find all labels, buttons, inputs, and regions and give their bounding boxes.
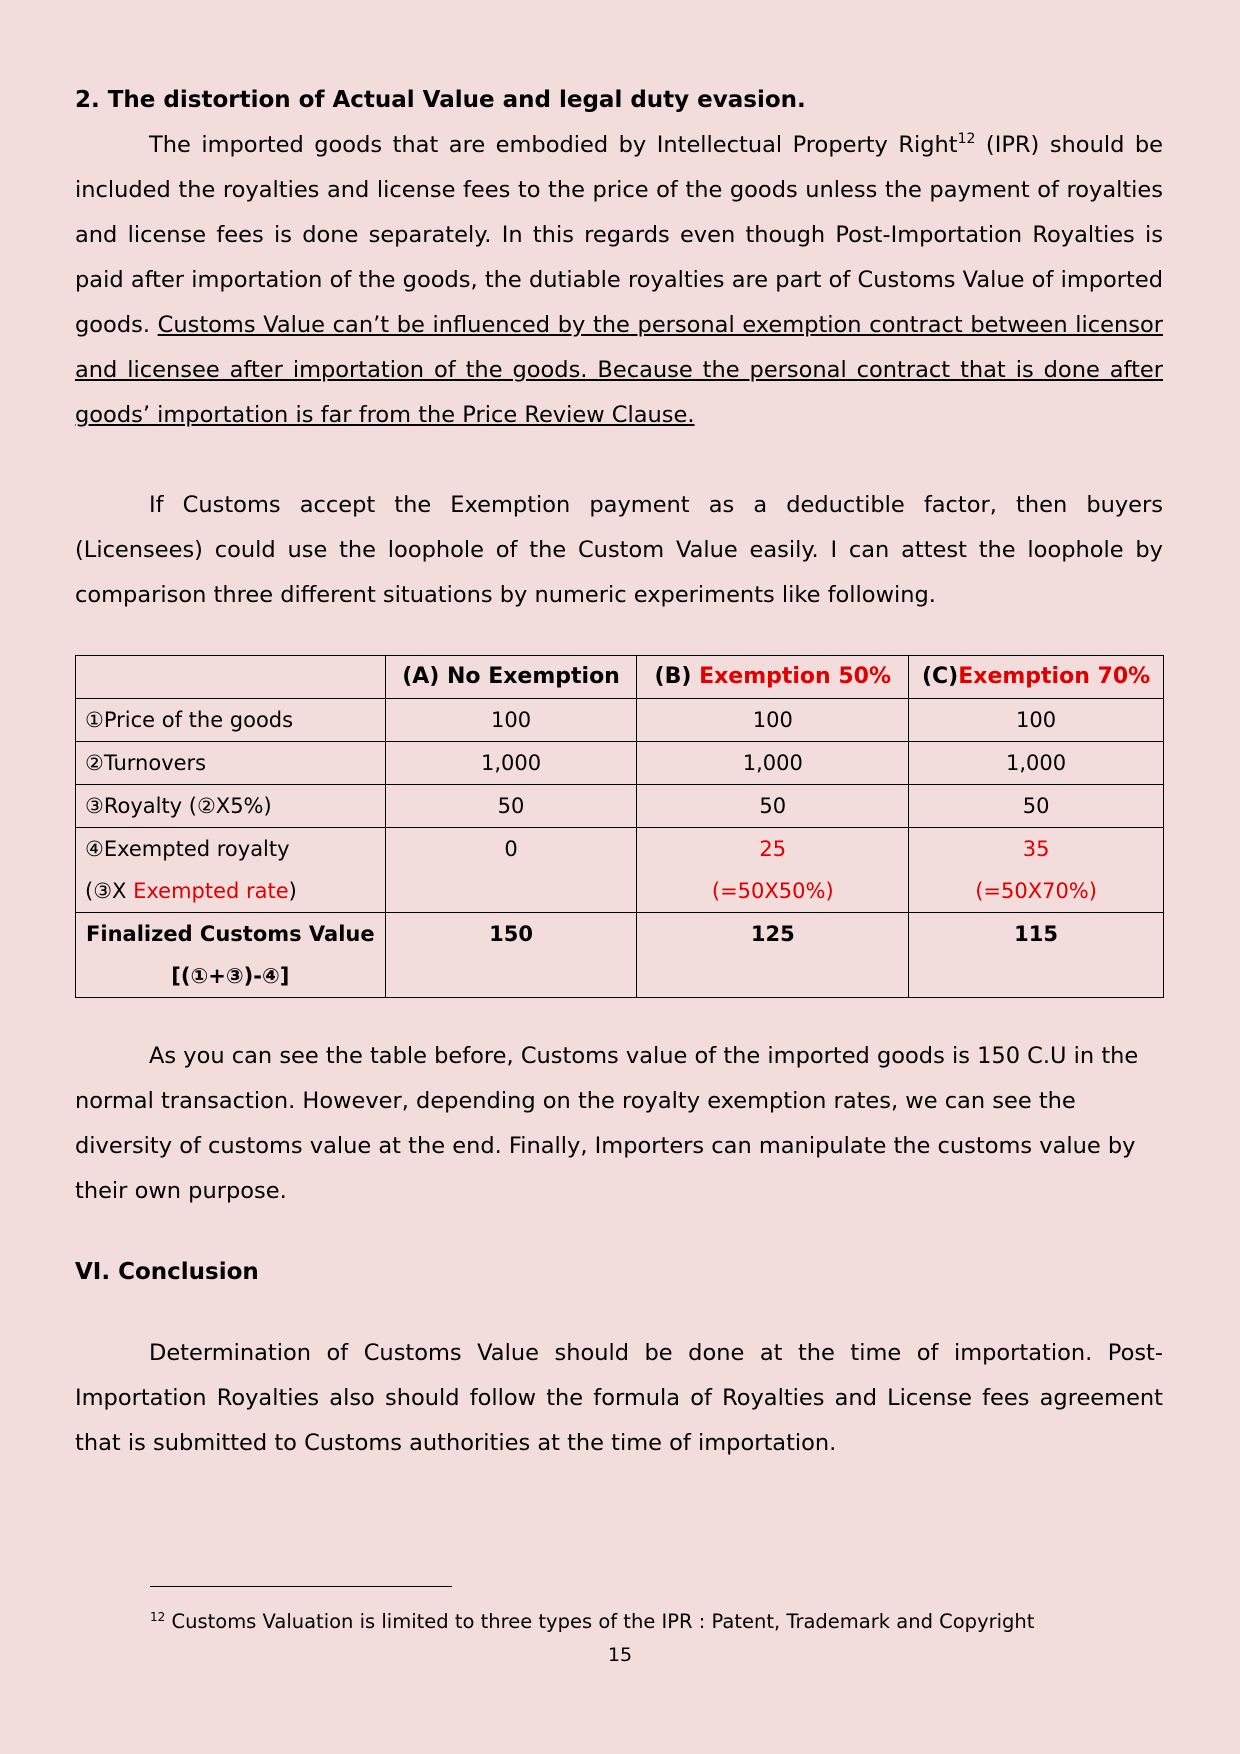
cell-value: 1,000 <box>637 742 909 785</box>
cell-value: 50 <box>385 785 637 828</box>
footnote <box>150 1608 1034 1636</box>
cell-value: 50 <box>637 785 909 828</box>
cell-value <box>637 828 909 913</box>
cell-value: 1,000 <box>909 742 1164 785</box>
header-red-text: Exemption 50% <box>699 664 892 689</box>
footnote-reference[interactable]: 12 <box>957 131 976 147</box>
cell-value: 50 <box>909 785 1164 828</box>
cell-value: 150 <box>385 913 637 998</box>
cell-value-line: 25 <box>759 837 787 861</box>
underlined-statement: Customs Value can’t be influenced by the personal exemption contract between licensor and licensee after importation of the goods. Because the personal contract that is done after goods’ importation is far from the Price Review Clause. <box>75 312 1163 428</box>
cell-value <box>909 828 1164 913</box>
row-label-line: ④Exempted royalty <box>85 837 290 861</box>
cell-value: 0 <box>385 828 637 913</box>
paragraph-conclusion: Determination of Customs Value should be done at the time of importation. Post-Importation Royalties also should follow the formula of Royalties and License fees agreement that is submitted to Customs authorities at the time of importation. <box>75 1340 1163 1456</box>
cell-value-line: 35 <box>1022 837 1050 861</box>
row-label <box>76 828 386 913</box>
header-red-text: Exemption 70% <box>958 664 1151 689</box>
table-row <box>76 742 1164 785</box>
cell-note: (=50X50%) <box>711 879 834 903</box>
conclusion-heading: VI. Conclusion <box>75 1259 259 1285</box>
paragraph-ipr-royalties <box>75 123 1163 438</box>
header-empty-cell <box>76 656 386 699</box>
table-row <box>76 785 1164 828</box>
header-prefix: (B) <box>654 664 700 689</box>
table-header-row <box>76 656 1164 699</box>
header-no-exemption: (A) No Exemption <box>385 656 637 699</box>
cell-note: (=50X70%) <box>975 879 1097 903</box>
paragraph-text: The imported goods that are embodied by Intellectual Property Right <box>149 132 958 158</box>
cell-value: 100 <box>385 699 637 742</box>
cell-value: 125 <box>637 913 909 998</box>
paragraph-text: (IPR) should be included the royalties and license fees to the price of the goods unless the payment of royalties and license fees is done separately. In this regards even though Post-Importation Royalties is paid after importation of the goods, the dutiable royalties are part of Customs Value of imported goods. <box>75 132 1163 338</box>
footnote-number: 12 <box>150 1610 166 1624</box>
page-number: 15 <box>607 1644 633 1666</box>
footnote-separator <box>150 1586 452 1587</box>
row-label-line <box>85 870 385 912</box>
header-exemption-50 <box>637 656 909 699</box>
row-label: ②Turnovers <box>76 742 386 785</box>
row-label-line: Finalized Customs Value <box>86 922 375 946</box>
page-content <box>75 78 1163 1466</box>
label-prefix: (③X <box>85 879 134 903</box>
cell-value: 115 <box>909 913 1164 998</box>
row-label <box>76 913 386 998</box>
label-red-text: Exempted rate <box>133 879 289 903</box>
row-label: ③Royalty (②X5%) <box>76 785 386 828</box>
cell-value: 100 <box>637 699 909 742</box>
exemption-comparison-table <box>75 655 1164 998</box>
header-exemption-70 <box>909 656 1164 699</box>
cell-value: 100 <box>909 699 1164 742</box>
label-suffix: ) <box>288 879 297 903</box>
paragraph-loophole: If Customs accept the Exemption payment as a deductible factor, then buyers (Licensees) could use the loophole of the Custom Value easily. I can attest the loophole by comparison three different situations by numeric experiments like following. <box>75 492 1163 608</box>
section-heading: 2. The distortion of Actual Value and legal duty evasion. <box>75 87 806 113</box>
table-row <box>76 699 1164 742</box>
row-label: ①Price of the goods <box>76 699 386 742</box>
table-row-total <box>76 913 1164 998</box>
row-label-line: [(①+③)-④] <box>171 964 290 988</box>
cell-value: 1,000 <box>385 742 637 785</box>
header-prefix: (C) <box>921 664 959 689</box>
table-row <box>76 828 1164 913</box>
paragraph-table-discussion: As you can see the table before, Customs value of the imported goods is 150 C.U in the normal transaction. However, depending on the royalty exemption rates, we can see the diversity of customs value at the end. Finally, Importers can manipulate the customs value by their own purpose. <box>75 1043 1139 1204</box>
footnote-text: Customs Valuation is limited to three types of the IPR : Patent, Trademark and Copyright <box>165 1610 1035 1633</box>
